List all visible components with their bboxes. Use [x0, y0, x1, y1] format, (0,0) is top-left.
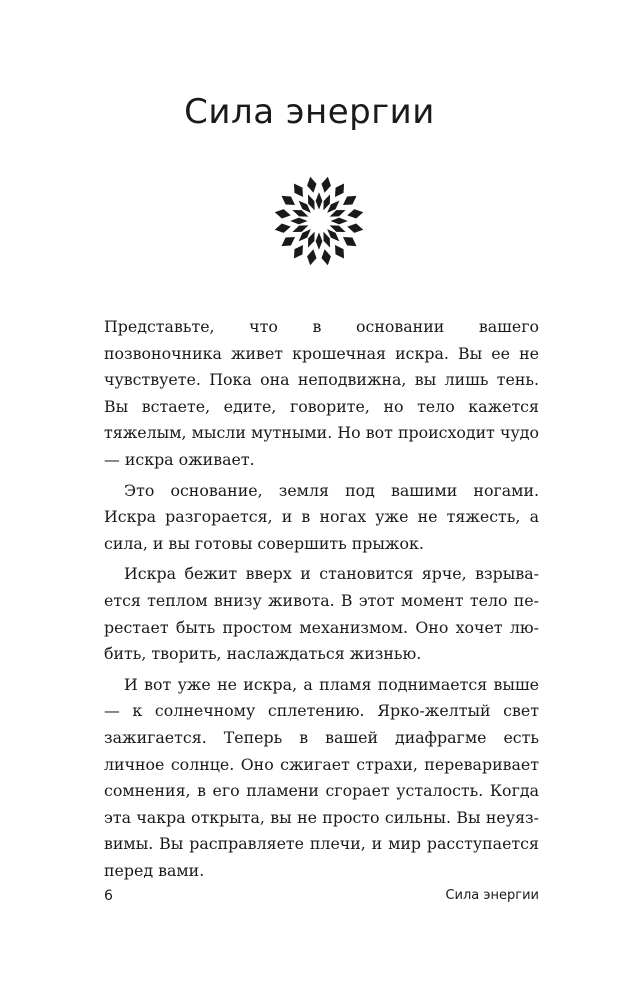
mandala-petal [290, 218, 307, 225]
paragraph-3: Искра бежит вверх и становится ярче, взрывается теплом внизу живота. В этот момент тело перестает быть простом механизмом. Оно хочет любить, творить, наслаждаться жизнью. [104, 564, 539, 664]
mandala-petal [331, 218, 348, 225]
mandala-petal [331, 242, 348, 261]
mandala-petal [346, 222, 364, 235]
mandala-petal [279, 233, 298, 250]
chapter-text [104, 314, 539, 888]
page-number: 6 [104, 888, 113, 904]
paragraph-1: Представьте, что в основании вашего позвоночника живет крошечная искра. Вы ее не чувствуете. Пока она неподвижна, вы лишь тень. Вы встаете, едите, говорите, но тело кажется тяжелым, мысли мутными. Но вот происходит чудо — искра оживает. [104, 317, 539, 469]
mandala-petal [316, 192, 323, 209]
mandala-petal [305, 248, 318, 266]
mandala-petal [305, 176, 318, 194]
mandala-flower-icon [271, 173, 367, 269]
mandala-petal [274, 222, 292, 235]
mandala-petal [340, 233, 359, 250]
mandala-petal [320, 176, 333, 194]
paragraph-2: Это основание, земля под вашими ногами. Искра разгорается, и в ногах уже не тяжесть, а сила, и вы готовы совершить прыжок. [104, 480, 539, 553]
mandala-petal [320, 248, 333, 266]
running-title: Сила энергии [445, 888, 539, 903]
mandala-petal [279, 192, 298, 209]
paragraph-4: И вот уже не искра, а пламя поднимается выше — к солнечному сплетению. Ярко-желтый свет зажигается. Теперь в вашей диафрагме есть личное солнце. Оно сжигает страхи, переваривает сомнения, в его пламени сгорает усталость. Когда эта чакра открыта, вы не просто сильны. Вы неуязвимы. Вы расправляете плечи, и мир расступается перед вами. [104, 674, 539, 880]
mandala-petal [290, 181, 307, 200]
mandala-petal [316, 233, 323, 250]
mandala-petal [346, 207, 364, 220]
mandala-petal [274, 207, 292, 220]
mandala-petal [331, 181, 348, 200]
page-title: Сила энергии [184, 92, 435, 132]
mandala-petal [290, 242, 307, 261]
mandala-petal [340, 192, 359, 209]
